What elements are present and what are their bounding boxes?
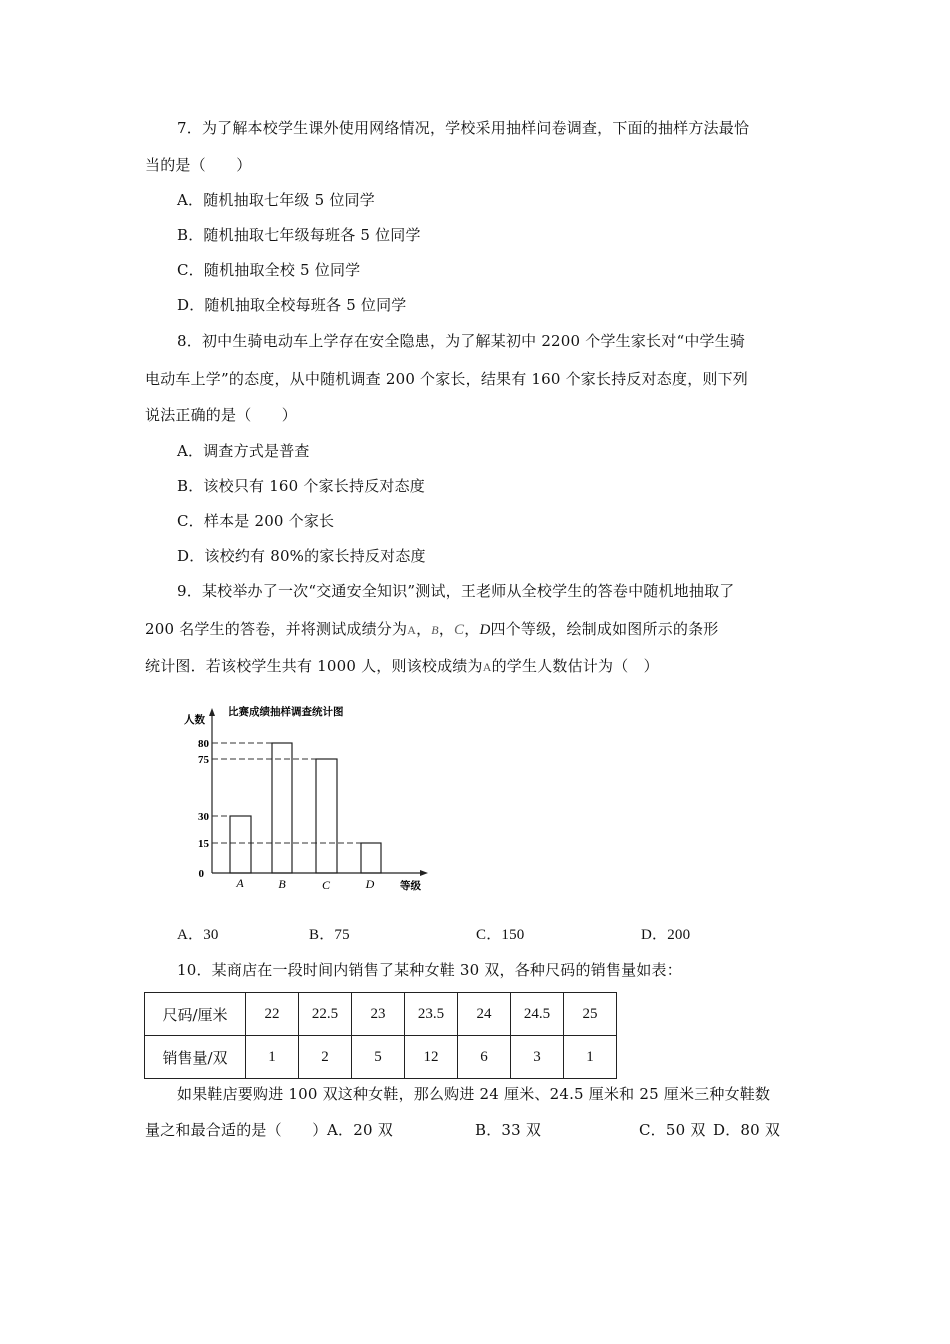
table-cell: 12: [405, 1036, 458, 1079]
row-header-size: 尺码/厘米: [145, 993, 246, 1036]
q10-option-d: D．80 双: [713, 1121, 781, 1139]
x-category: B: [278, 877, 286, 891]
q10-option-b: B．33 双: [475, 1121, 542, 1139]
x-category: C: [321, 878, 331, 892]
q9-line3-text-b: 的学生人数估计为（ ）: [491, 657, 659, 675]
q9-line3-text-a: 统计图．若该校学生共有 1000 人，则该校成绩为: [145, 657, 483, 675]
y-tick: 0: [198, 868, 204, 880]
q7-stem-line2: 当的是（ ）: [145, 156, 252, 174]
q8-option-b: B．该校只有 160 个家长持反对态度: [177, 477, 425, 495]
table-cell: 1: [564, 1036, 617, 1079]
q8-option-a: A．调查方式是普查: [177, 442, 310, 460]
table-cell: 22.5: [299, 993, 352, 1036]
table-cell: 23.5: [405, 993, 458, 1036]
q7-stem-line1: 7．为了解本校学生课外使用网络情况，学校采用抽样问卷调查，下面的抽样方法最恰: [177, 119, 750, 137]
q9-stem-line2: [145, 619, 719, 640]
separator: ，: [416, 620, 432, 638]
table-cell: 25: [564, 993, 617, 1036]
bar-b: [272, 743, 292, 873]
q7-option-d: D．随机抽取全校每班各 5 位同学: [177, 296, 407, 314]
x-category: D: [365, 877, 375, 891]
y-axis-arrow-icon: [209, 708, 215, 716]
table-row: [145, 1036, 617, 1079]
q10-stem-line3: 量之和最合适的是（ ）: [145, 1121, 328, 1139]
y-axis-label: 人数: [184, 714, 205, 726]
q7-option-b: B．随机抽取七年级每班各 5 位同学: [177, 226, 421, 244]
q9-option-b: B．75: [309, 927, 350, 943]
separator: ，: [464, 620, 480, 638]
table-cell: 22: [246, 993, 299, 1036]
q9-option-a: A．30: [177, 927, 219, 943]
separator: ，: [438, 620, 455, 638]
grade-b-label: B: [431, 623, 439, 637]
q7-option-c: C．随机抽取全校 5 位同学: [177, 261, 361, 279]
x-category: A: [236, 876, 244, 890]
q9-line2-text-b: 四个等级，绘制成如图所示的条形: [490, 620, 719, 638]
y-tick: 30: [198, 811, 209, 823]
grade-c-label: C: [454, 622, 465, 638]
x-axis-arrow-icon: [420, 870, 428, 876]
x-axis-label: 等级: [400, 880, 421, 892]
q9-line2-text-a: 200 名学生的答卷，并将测试成绩分为: [145, 620, 408, 638]
bar-a: [230, 816, 251, 873]
q9-stem-line3: [145, 656, 659, 677]
bars: [230, 743, 381, 873]
table-cell: 1: [246, 1036, 299, 1079]
q9-stem-line1: 9．某校举办了一次“交通安全知识”测试，王老师从全校学生的答卷中随机地抽取了: [177, 582, 735, 600]
bar-d: [361, 843, 381, 873]
q10-stem-line1: 10．某商店在一段时间内销售了某种女鞋 30 双，各种尺码的销售量如表：: [177, 961, 682, 979]
q7-option-a: A．随机抽取七年级 5 位同学: [177, 191, 375, 209]
table-cell: 3: [511, 1036, 564, 1079]
table-cell: 5: [352, 1036, 405, 1079]
table-cell: 23: [352, 993, 405, 1036]
y-tick: 80: [198, 738, 209, 750]
row-header-sales: 销售量/双: [145, 1036, 246, 1079]
grade-a-label: A: [482, 660, 492, 674]
q8-option-d: D．该校约有 80%的家长持反对态度: [177, 547, 426, 565]
reference-lines: [212, 743, 361, 843]
q10-option-a: A．20 双: [327, 1121, 393, 1139]
q8-stem-line1: 8．初中生骑电动车上学存在安全隐患，为了解某初中 2200 个学生家长对“中学生骑: [177, 332, 746, 350]
table-row: [145, 993, 617, 1036]
grade-a-label: A: [407, 623, 417, 637]
y-tick: 15: [198, 838, 209, 850]
q8-stem-line2: 电动车上学”的态度，从中随机调查 200 个家长，结果有 160 个家长持反对态度，则下列: [145, 370, 749, 388]
q10-option-c: C．50 双: [639, 1121, 706, 1139]
table-cell: 6: [458, 1036, 511, 1079]
grade-d-label: D: [479, 622, 491, 638]
table-cell: 2: [299, 1036, 352, 1079]
q8-option-c: C．样本是 200 个家长: [177, 512, 335, 530]
table-cell: 24.5: [511, 993, 564, 1036]
q10-stem-line2: 如果鞋店要购进 100 双这种女鞋，那么购进 24 厘米、24.5 厘米和 25 厘米三种女鞋数: [177, 1085, 771, 1103]
y-tick: 75: [198, 754, 209, 766]
bar-c: [316, 759, 337, 873]
sales-table: [144, 992, 617, 1079]
chart-title: 比赛成绩抽样调查统计图: [228, 706, 344, 718]
q8-stem-line3: 说法正确的是（ ）: [145, 406, 298, 424]
bar-chart: [180, 695, 440, 900]
table-cell: 24: [458, 993, 511, 1036]
q9-option-c: C．150: [476, 927, 525, 943]
q9-option-d: D．200: [641, 927, 691, 943]
